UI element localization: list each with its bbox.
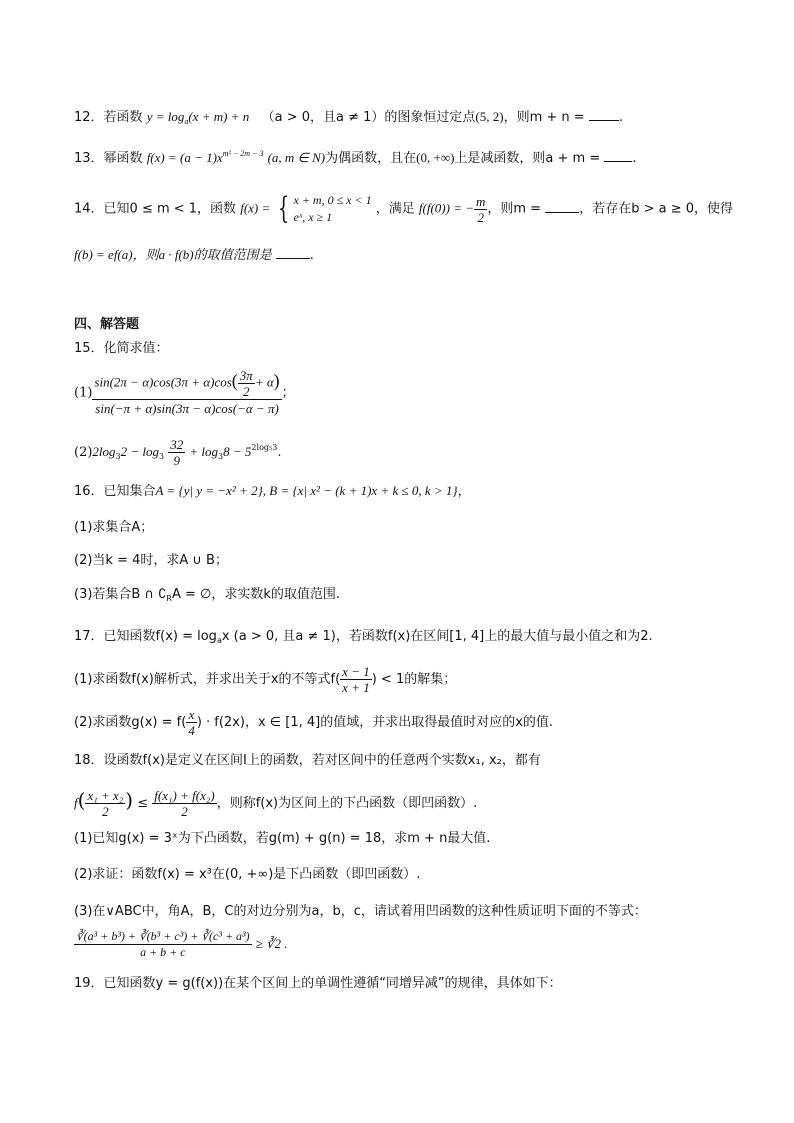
question-15-part1: (1) sin(2π − α)cos(3π + α)cos( $\frac{3\pi}{2}$ + α) sin(−π + α)sin(3π − α)cos(−α − π) ； <box>74 368 295 416</box>
fraction: $\frac{\text{f(x₁) + f(x₂)}}{2}$ <box>154 788 215 819</box>
question-16-part1: (1)求集合A； <box>74 520 154 535</box>
question-17-part2: (2)求函数g(x) = f( $\frac{x}{4}$ ) · f(2x)，x ∈ [1, 4]的值域，并求出取得最值时对应的x的值. <box>74 707 554 738</box>
question-19: 19．已知函数y = g(f(x))在某个区间上的单调性遵循“同增异减”的规律，具体如下： <box>74 976 562 991</box>
answer-blank[interactable] <box>604 149 632 162</box>
question-16-part2: (2)当k = 4时，求A ∪ B； <box>74 553 228 568</box>
question-14-line2: f(b) = ef(a)，则a · f(b)的取值范围是 . <box>74 247 314 263</box>
question-15-part2: $(2)2\log_32 - \log_3$ $\frac{32}{9}$ + $\log_38 - 5^{2log_53}$. <box>74 437 282 468</box>
fraction: $\frac{m}{2}$ <box>476 193 486 225</box>
question-16-part3: (3)若集合B ∩ $∁_RA$ = ∅，求实数k的取值范围. <box>74 587 340 603</box>
question-16: 16．已知集合A = {y| y = −x² + 2}, B = {x| x² − (k + 1)x + k ≤ 0, k > 1}， <box>74 483 471 499</box>
answer-blank[interactable] <box>545 200 579 213</box>
answer-blank[interactable] <box>276 246 310 259</box>
question-18-part2: (2)求证：函数f(x) = x³在(0, +∞)是下凸函数（即凹函数）. <box>74 867 421 882</box>
question-17: 17．已知函数$f(x) = \log_ax$ (a > 0, 且a ≠ 1)，若函数f(x)在区间[1, 4]上的最大值与最小值之和为2. <box>74 629 653 645</box>
fraction: $\frac{\text{∛(a³ + b³) + ∛(b³ + c³) + ∛(c³ + a³)}}{a + b + c}$ <box>76 929 250 959</box>
answer-blank[interactable] <box>589 108 619 121</box>
fraction: $\frac{x}{4}$ <box>188 707 195 738</box>
question-12: 12．若函数 $y = \log_a(x + m) + n$ （a > 0，且a ≠ 1）的图象恒过定点(5, 2)，则m + n = . <box>74 109 623 126</box>
fraction: $\frac{\text{x₁ + x₂}}{2}$ <box>87 788 124 819</box>
left-brace: { <box>278 191 290 226</box>
fraction: $\frac{x - 1}{x + 1}$ <box>342 664 370 695</box>
question-18: 18．设函数f(x)是定义在区间I上的函数，若对区间中的任意两个实数x₁, x₂，都有 <box>74 753 541 768</box>
question-18-part1: (1)已知g(x) = 3ˣ为下凸函数，若g(m) + g(n) = 18，求m + n最大值. <box>74 831 491 846</box>
question-17-part1: (1)求函数f(x)解析式，并求出关于x的不等式f( $\frac{x - 1}{x + 1}$ ) < 1的解集； <box>74 664 457 695</box>
section-title: 四、解答题 <box>74 317 140 332</box>
piecewise-cases: x + m, 0 ≤ x < 1 eˣ, x ≥ 1 <box>293 193 372 224</box>
question-13: 13．幂函数 $f(x) = (a - 1)x^{m^2 - 2m - 3}$ (a, m ∈ N)为偶函数，且在(0, +∞)上是减函数，则a + m = . <box>74 149 637 166</box>
question-15-title: 15．化简求值： <box>74 341 169 356</box>
fraction: $\frac{32}{9}$ <box>170 437 184 468</box>
question-18-part3: (3)在∨ABC中，角A，B，C的对边分别为a，b，c，请试着用凹函数的这种性质证明下面的不等式： <box>74 904 647 919</box>
question-18-inequality: $\frac{\text{∛(a³ + b³) + ∛(b³ + c³) + ∛(c³ + a³)}}{a + b + c}$ ≥ ∛2 . <box>76 929 288 959</box>
question-14: 14．已知0 ≤ m < 1，函数 f(x) = { x + m, 0 ≤ x < 1 eˣ, x ≥ 1 ，满足 f(f(0)) = − $\frac{m}{2}$ ，则m = ，若存在b > a ≥ 0，使得 <box>74 191 734 226</box>
big-fraction: sin(2π − α)cos(3π + α)cos( $\frac{3\pi}{2}$ + α) sin(−π + α)sin(3π − α)cos(−α − π) <box>94 368 280 416</box>
question-18-definition: f( $\frac{\text{x₁ + x₂}}{2}$ ) ≤ $\frac{\text{f(x₁) + f(x₂)}}{2}$ ，则称f(x)为区间上的下凸函数（即凹函数）. <box>74 788 478 819</box>
